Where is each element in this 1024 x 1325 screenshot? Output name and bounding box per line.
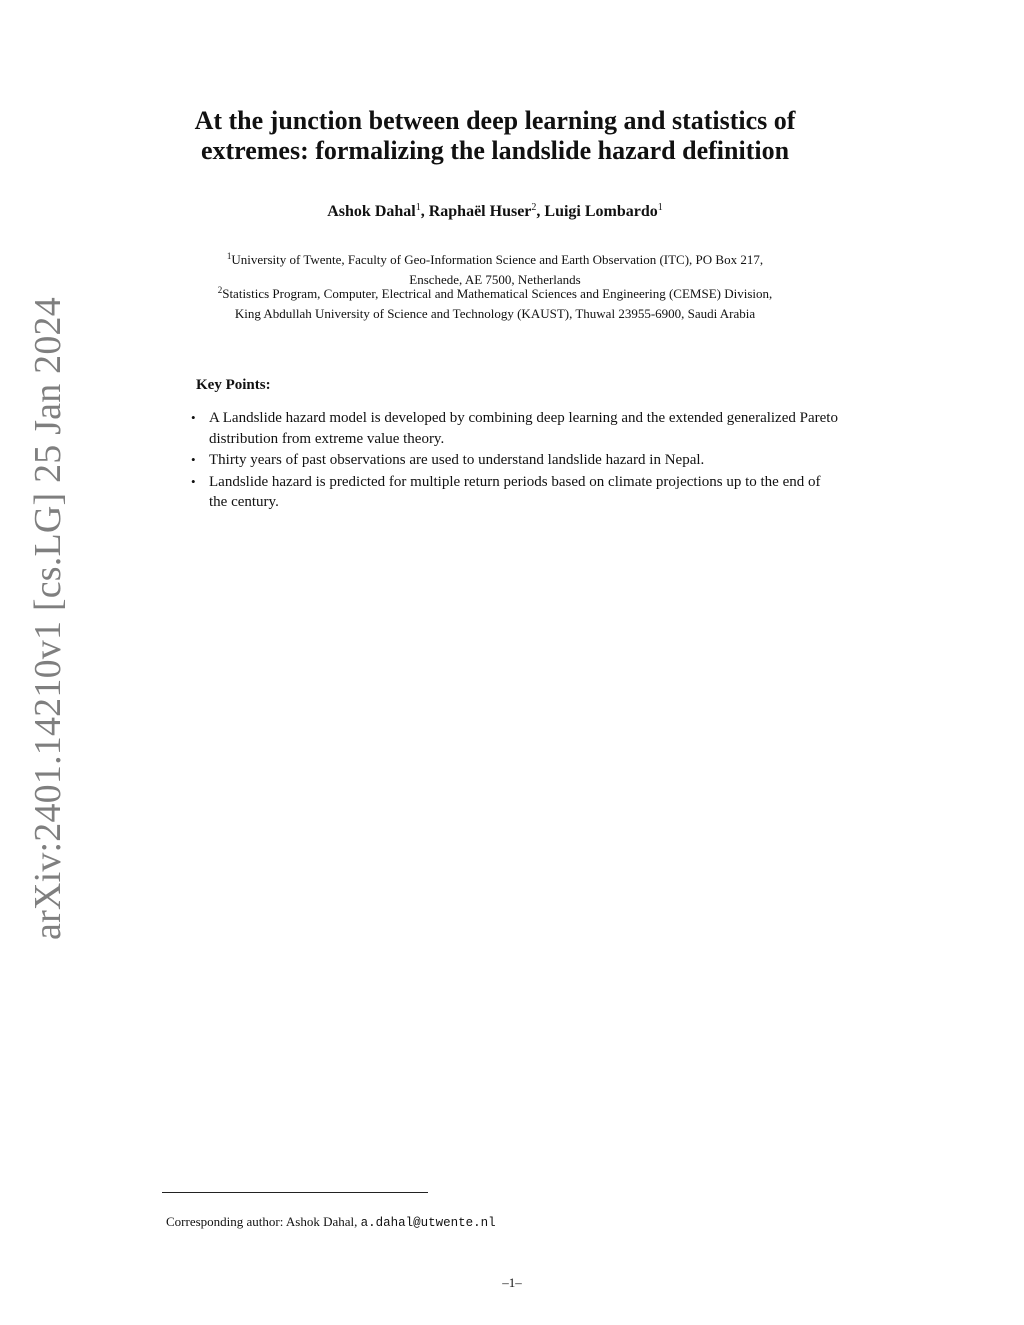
author-affiliation-mark: 2 <box>531 202 537 213</box>
corresponding-author-email[interactable]: a.dahal@utwente.nl <box>360 1216 496 1230</box>
key-point-item <box>188 408 838 449</box>
title-line-1: At the junction between deep learning and statistics of <box>194 106 796 135</box>
corresponding-author-footnote <box>166 1213 496 1232</box>
key-points-heading: Key Points: <box>196 377 271 393</box>
affiliation-line: Enschede, AE 7500, Netherlands <box>409 272 581 287</box>
author-name: Luigi Lombardo <box>544 203 658 220</box>
key-point-text: Landslide hazard is predicted for multiple return periods based on climate projections up to the end of the century. <box>209 473 821 510</box>
author-separator: , <box>420 203 429 220</box>
arxiv-identifier-stamp: arXiv:2401.14210v1 [cs.LG] 25 Jan 2024 <box>27 297 69 940</box>
footnote-label: Corresponding author: Ashok Dahal, <box>166 1214 358 1229</box>
affiliation-mark: 2 <box>217 285 223 295</box>
affiliation-text: University of Twente, Faculty of Geo-Information Science and Earth Observation (ITC), PO Box 217, <box>231 252 764 267</box>
bullet-icon: • <box>191 452 196 467</box>
key-points-list <box>188 408 838 514</box>
author-affiliation-mark: 1 <box>415 202 421 213</box>
key-point-item <box>188 472 838 513</box>
affiliation-line <box>150 284 840 304</box>
affiliation-2 <box>150 284 840 324</box>
author-list <box>150 201 840 223</box>
key-point-text: A Landslide hazard model is developed by combining deep learning and the extended generalized Pareto distribution from extreme value theory. <box>209 410 838 447</box>
affiliation-line <box>150 250 840 270</box>
bullet-icon: • <box>191 473 196 489</box>
author-separator: , <box>536 203 545 220</box>
key-point-item <box>188 450 838 471</box>
author-name: Ashok Dahal <box>327 203 416 220</box>
affiliation-text: Statistics Program, Computer, Electrical and Mathematical Sciences and Engineering (CEMSE) Division, <box>222 286 773 301</box>
bullet-icon: • <box>191 410 196 425</box>
page-number: –1– <box>502 1275 522 1290</box>
affiliation-line: King Abdullah University of Science and Technology (KAUST), Thuwal 23955-6900, Saudi Arabia <box>234 306 756 321</box>
author-affiliation-mark: 1 <box>657 202 663 213</box>
title-line-2: extremes: formalizing the landslide hazard definition <box>200 136 790 165</box>
paper-title <box>150 106 840 166</box>
affiliation-mark: 1 <box>226 251 232 261</box>
author-name: Raphaël Huser <box>428 203 532 220</box>
footnote-divider <box>162 1192 428 1193</box>
key-point-text: Thirty years of past observations are used to understand landslide hazard in Nepal. <box>209 452 705 468</box>
